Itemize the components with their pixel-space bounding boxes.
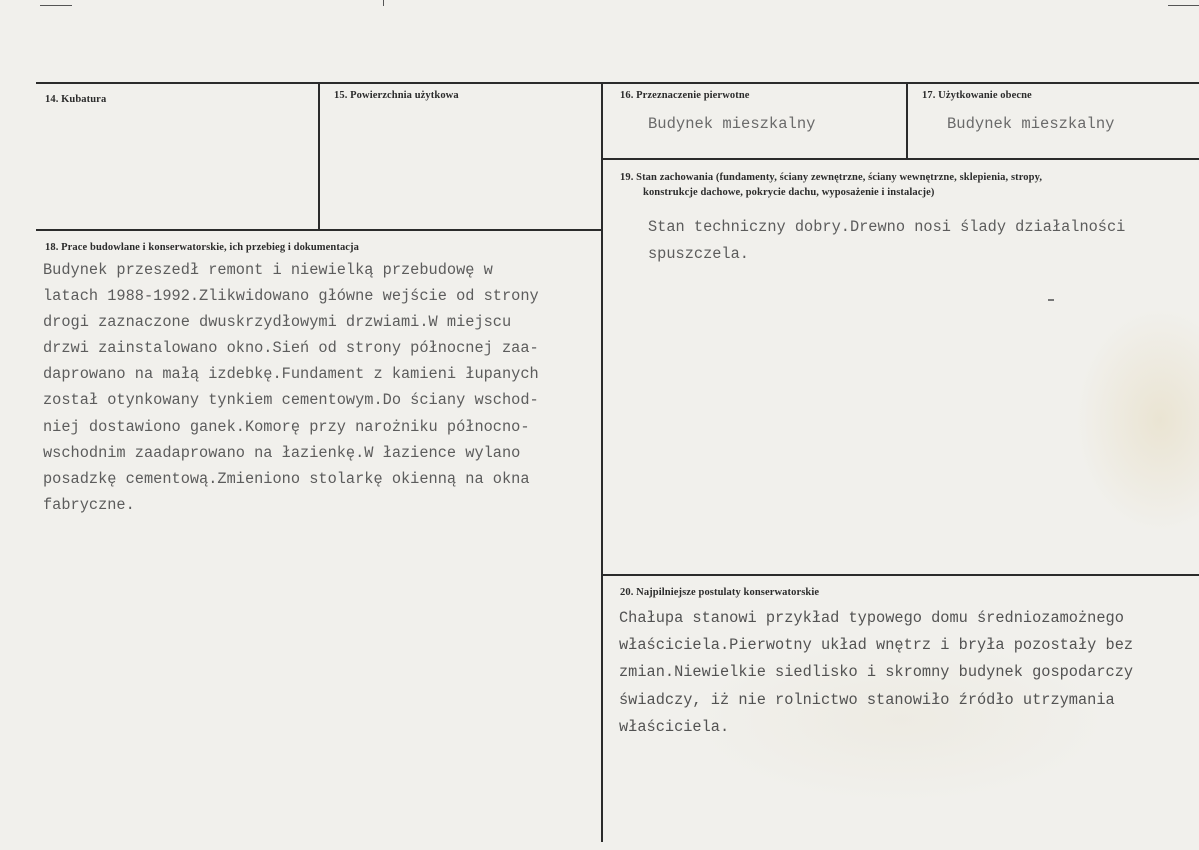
field-19-label-line-2: konstrukcje dachowe, pokrycie dachu, wyposażenie i instalacje) bbox=[643, 187, 935, 198]
rule-under-16-17 bbox=[601, 158, 1199, 160]
field-17-value: Budynek mieszkalny bbox=[947, 115, 1115, 133]
field-18-line: drogi zaznaczone dwuskrzydłowymi drzwiami.W miejscu bbox=[43, 313, 512, 332]
divider-16-17 bbox=[906, 82, 908, 159]
field-18-line: posadzkę cementową.Zmieniono stolarkę okienną na okna bbox=[43, 469, 530, 488]
top-edge-mark-right bbox=[1168, 5, 1199, 6]
field-20-label: 20. Najpilniejsze postulaty konserwatorskie bbox=[620, 587, 820, 598]
field-15-label: 15. Powierzchnia użytkowa bbox=[334, 90, 459, 101]
field-18-line: został otynkowany tynkiem cementowym.Do ściany wschod- bbox=[43, 391, 539, 410]
field-18-label: 18. Prace budowlane i konserwatorskie, ich przebieg i dokumentacja bbox=[45, 242, 360, 253]
field-18-line: drzwi zainstalowano okno.Sień od strony północnej zaa- bbox=[43, 339, 539, 358]
field-18-line: Budynek przeszedł remont i niewielką przebudowę w bbox=[43, 261, 493, 279]
top-rule bbox=[36, 82, 1199, 84]
field-18-line: daprowano na małą izdebkę.Fundament z kamieni łupanych bbox=[43, 365, 539, 384]
field-19-line: Stan techniczny dobry.Drewno nosi ślady działalności bbox=[648, 218, 1126, 236]
top-edge-tick bbox=[383, 0, 384, 6]
field-20-line: świadczy, iż nie rolnictwo stanowiło źródło utrzymania bbox=[619, 690, 1115, 709]
field-18-line: wschodnim zaadaprowano na łazienkę.W łazience wylano bbox=[43, 443, 521, 462]
field-18-line: niej dostawiono ganek.Komorę przy narożniku północno- bbox=[43, 417, 530, 436]
field-17-label: 17. Użytkowanie obecne bbox=[922, 90, 1032, 101]
field-20-line: właściciela.Pierwotny układ wnętrz i bryła pozostały bez bbox=[619, 636, 1134, 655]
field-18-line: fabryczne. bbox=[43, 495, 135, 514]
field-20-line: Chałupa stanowi przykład typowego domu średniozamożnego bbox=[619, 609, 1124, 627]
rule-under-14-15 bbox=[36, 229, 603, 231]
field-19-line: spuszczela. bbox=[648, 245, 749, 263]
field-20-text bbox=[619, 605, 1133, 741]
field-18-line: latach 1988-1992.Zlikwidowano główne wejście od strony bbox=[43, 287, 539, 306]
field-19-text bbox=[648, 214, 1125, 268]
top-edge-mark-left bbox=[40, 5, 72, 6]
field-14-label: 14. Kubatura bbox=[45, 94, 107, 105]
rule-above-20 bbox=[601, 574, 1199, 576]
field-20-line: właściciela. bbox=[619, 717, 730, 736]
field-20-line: zmian.Niewielkie siedlisko i skromny budynek gospodarczy bbox=[619, 663, 1134, 682]
field-16-value: Budynek mieszkalny bbox=[648, 115, 816, 133]
divider-center bbox=[601, 82, 603, 842]
field-16-label: 16. Przeznaczenie pierwotne bbox=[620, 90, 750, 101]
stray-ink-mark bbox=[1048, 299, 1054, 301]
field-19-label-line-1: 19. Stan zachowania (fundamenty, ściany zewnętrzne, ściany wewnętrzne, sklepienia, stropy, bbox=[620, 172, 1043, 183]
field-18-text bbox=[43, 257, 539, 518]
divider-14-15 bbox=[318, 82, 320, 230]
